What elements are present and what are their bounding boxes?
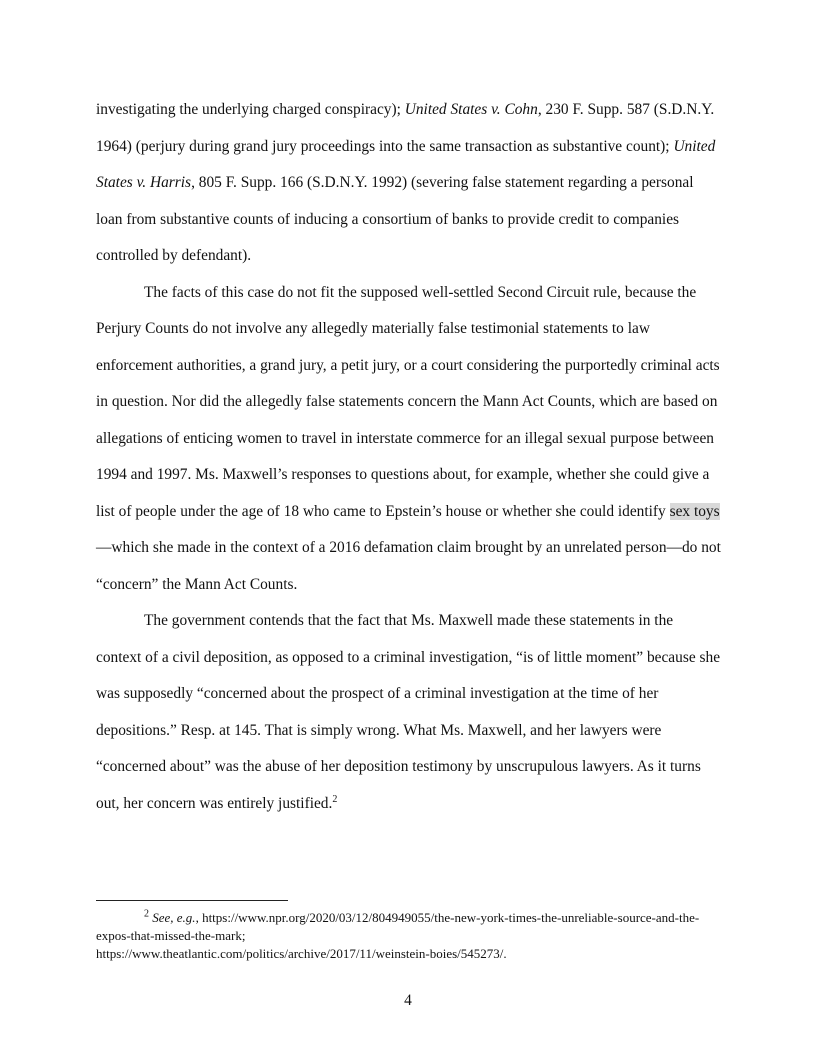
body-text: [96, 92, 721, 822]
paragraph-text: The facts of this case do not fit the supposed well-settled Second Circuit rule, because the Perjury Counts do not involve any allegedly materially false testimonial statements to law enforcement authorities, a grand jury, a petit jury, or a court considering the purportedly criminal acts in question. Nor did the allegedly false statements concern the Mann Act Counts, which are based on allegations of enticing women to travel in interstate commerce for an illegal sexual purpose between 1994 and 1997. Ms. Maxwell’s responses to questions about, for example, whether she could give a list of people under the age of 18 who came to Epstein’s house or whether she could identify: [96, 283, 720, 520]
paragraph-1: [96, 92, 721, 275]
paragraph-text: , 805 F. Supp. 166 (S.D.N.Y. 1992) (severing false statement regarding a personal loan from substantive counts of inducing a consortium of banks to provide credit to companies controlled by defendant).: [96, 174, 694, 264]
footnote-url-1[interactable]: , https://www.npr.org/2020/03/12/804949055/the-new-york-times-the-unreliable-source-and-the-expos-that-missed-the-mark;: [96, 910, 700, 943]
paragraph-2: [96, 275, 721, 604]
footnote-2: [96, 909, 721, 963]
footnote-url-2[interactable]: https://www.theatlantic.com/politics/archive/2017/11/weinstein-boies/545273/.: [96, 946, 507, 961]
footnote-separator: [96, 900, 288, 901]
case-citation-harris: United States v. Harris: [96, 137, 716, 191]
paragraph-text: The government contends that the fact that Ms. Maxwell made these statements in the context of a civil deposition, as opposed to a criminal investigation, “is of little moment” because she was supposedly “concerned about the prospect of a criminal investigation at the time of her depositions.” Resp. at 145. That is simply wrong. What Ms. Maxwell, and her lawyers were “concerned about” was the abuse of her deposition testimony by unscrupulous lawyers. As it turns out, her concern was entirely justified.: [96, 612, 721, 812]
highlighted-text: sex toys: [669, 502, 720, 520]
footnote-marker: 2: [144, 908, 149, 920]
paragraph-text: investigating the underlying charged conspiracy);: [96, 101, 405, 118]
case-citation-cohn: United States v. Cohn: [404, 101, 538, 118]
footnote-reference[interactable]: 2: [332, 793, 338, 805]
citation-signal: See, e.g.: [152, 910, 196, 925]
paragraph-text: , 230 F. Supp. 587 (S.D.N.Y. 1964) (perjury during grand jury proceedings into the same transaction as substantive count);: [96, 101, 715, 155]
paragraph-3: [96, 603, 721, 822]
paragraph-text: —which she made in the context of a 2016 defamation claim brought by an unrelated person—do not “concern” the Mann Act Counts.: [96, 539, 721, 593]
page-number: 4: [404, 992, 412, 1009]
